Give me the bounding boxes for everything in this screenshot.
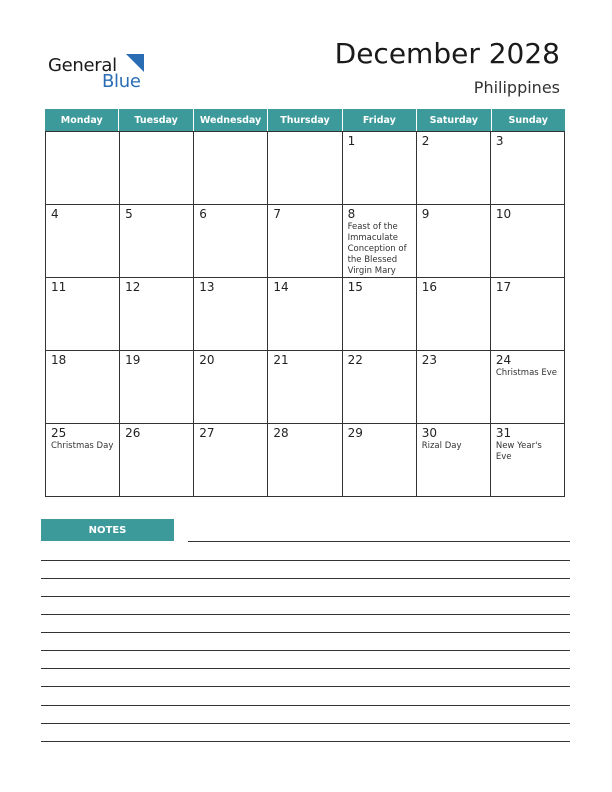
day-number: 27	[199, 426, 215, 440]
weekday-header: Friday	[343, 109, 417, 131]
logo-word-general: General	[48, 55, 117, 76]
day-cell	[120, 351, 194, 424]
day-cell	[417, 132, 491, 205]
notes-line	[41, 614, 570, 615]
day-cell	[46, 351, 120, 424]
notes-line	[41, 723, 570, 724]
day-number: 30	[421, 426, 437, 440]
holiday-label: Christmas Eve	[495, 368, 558, 378]
notes-line	[41, 560, 570, 561]
notes-line	[41, 596, 570, 597]
day-number: 26	[125, 426, 141, 440]
day-cell	[417, 424, 491, 497]
day-cell	[491, 205, 565, 278]
holiday-label: Feast of the Immaculate Conception of the Blessed Virgin Mary	[347, 222, 407, 276]
weekday-header-row	[45, 109, 565, 131]
calendar-grid	[45, 109, 565, 497]
day-number: 23	[421, 353, 437, 367]
holiday-label: Rizal Day	[421, 441, 462, 451]
day-cell	[417, 351, 491, 424]
day-cell	[120, 424, 194, 497]
day-cell	[46, 424, 120, 497]
day-cell	[491, 351, 565, 424]
day-number: 4	[51, 207, 59, 221]
day-cell	[268, 351, 342, 424]
notes-line	[41, 632, 570, 633]
calendar-country: Philippines	[473, 78, 560, 97]
day-cell	[417, 205, 491, 278]
day-cell	[343, 351, 417, 424]
day-cell	[343, 278, 417, 351]
day-cell	[268, 132, 342, 205]
weekday-header: Tuesday	[119, 109, 193, 131]
notes-line	[41, 686, 570, 687]
holiday-label: Christmas Day	[51, 441, 114, 451]
day-cell	[120, 278, 194, 351]
calendar-title: December 2028	[334, 37, 560, 70]
weekday-header: Wednesday	[194, 109, 268, 131]
notes-line	[41, 650, 570, 651]
weekday-header: Saturday	[417, 109, 491, 131]
notes-line	[41, 741, 570, 742]
day-cell	[46, 278, 120, 351]
day-cell	[268, 205, 342, 278]
day-cell	[268, 424, 342, 497]
day-number: 17	[495, 280, 512, 294]
day-cell	[194, 278, 268, 351]
day-number: 13	[199, 280, 215, 294]
holiday-label: New Year's Eve	[495, 441, 542, 462]
day-number: 15	[347, 280, 363, 294]
day-cell	[46, 132, 120, 205]
day-number: 11	[51, 280, 67, 294]
day-number: 3	[495, 134, 504, 148]
day-number: 20	[199, 353, 215, 367]
day-cell	[120, 205, 194, 278]
day-number: 28	[273, 426, 289, 440]
day-number: 9	[421, 207, 430, 221]
day-number: 1	[347, 134, 356, 148]
notes-line	[41, 668, 570, 669]
day-cell	[194, 424, 268, 497]
brand-logo	[48, 52, 148, 92]
notes-line	[41, 705, 570, 706]
day-number: 10	[495, 207, 512, 221]
day-cell	[120, 132, 194, 205]
day-cells	[45, 131, 565, 497]
weekday-header: Thursday	[268, 109, 342, 131]
logo-word-blue: Blue	[102, 71, 141, 92]
day-number: 22	[347, 353, 363, 367]
notes-line	[41, 578, 570, 579]
day-cell	[491, 278, 565, 351]
day-number: 8	[347, 207, 356, 221]
day-cell	[194, 205, 268, 278]
weekday-header: Sunday	[508, 114, 548, 126]
day-cell	[491, 424, 565, 497]
weekday-header: Monday	[45, 109, 119, 131]
day-number: 6	[199, 207, 207, 221]
day-cell	[417, 278, 491, 351]
day-cell	[343, 205, 417, 278]
day-number: 25	[51, 426, 67, 440]
day-number: 7	[273, 207, 282, 221]
day-cell	[343, 132, 417, 205]
day-number: 16	[421, 280, 437, 294]
notes-line	[188, 541, 570, 542]
day-number: 5	[125, 207, 133, 221]
day-cell	[343, 424, 417, 497]
day-number: 2	[421, 134, 430, 148]
day-number: 29	[347, 426, 363, 440]
day-cell	[46, 205, 120, 278]
day-number: 31	[495, 426, 512, 440]
day-number: 24	[495, 353, 512, 367]
day-number: 19	[125, 353, 141, 367]
day-cell	[194, 132, 268, 205]
day-cell	[268, 278, 342, 351]
day-number: 12	[125, 280, 141, 294]
notes-label: NOTES	[41, 519, 174, 541]
day-number: 14	[273, 280, 289, 294]
day-cell	[491, 132, 565, 205]
day-cell	[194, 351, 268, 424]
day-number: 18	[51, 353, 67, 367]
day-number: 21	[273, 353, 289, 367]
